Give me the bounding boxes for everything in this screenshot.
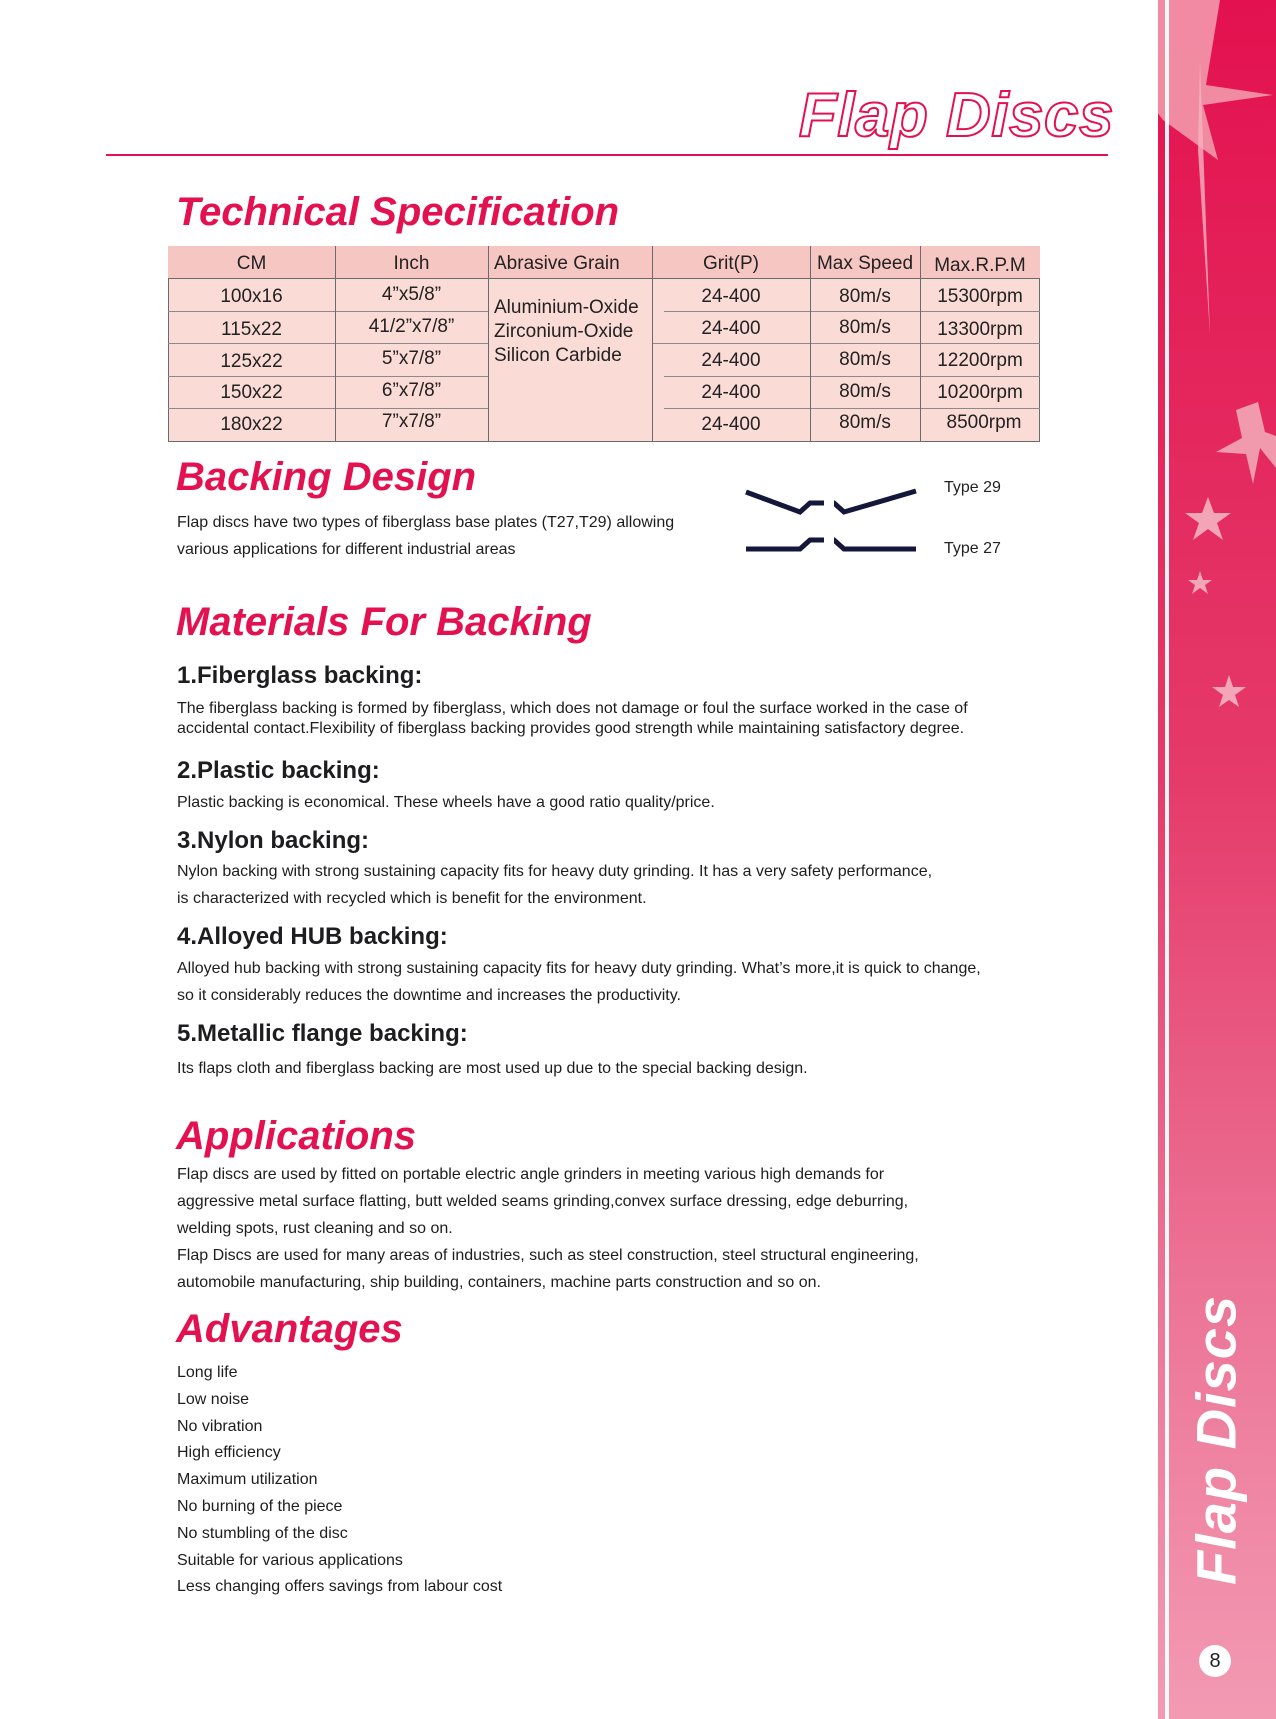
backing-type-diagram-icon	[742, 484, 922, 554]
col-header-abrasive: Abrasive Grain	[494, 253, 620, 274]
cell-rpm: 8500rpm	[946, 412, 1022, 433]
materials-heading: Materials For Backing	[176, 600, 592, 644]
cell-grit: 24-400	[701, 286, 761, 307]
cell-inch: 6”x7/8”	[381, 380, 442, 401]
cell-cm: 180x22	[220, 414, 283, 435]
advantage-item: Low noise	[177, 1390, 250, 1408]
cell-rpm: 15300rpm	[937, 286, 1023, 307]
material-text: Its flaps cloth and fiberglass backing are most used up due to the special backing design.	[177, 1060, 808, 1077]
material-text: Nylon backing with strong sustaining capacity fits for heavy duty grinding. It has a very safety performance,	[177, 863, 933, 880]
cell-rpm: 10200rpm	[937, 382, 1023, 403]
advantage-item: No stumbling of the disc	[177, 1524, 348, 1542]
page-number: 8	[1199, 1645, 1231, 1677]
cell-rpm: 13300rpm	[937, 319, 1023, 340]
material-text: accidental contact.Flexibility of fiberglass backing provides good strength while maintaining satisfactory degree.	[177, 720, 965, 737]
spec-table	[168, 246, 1040, 442]
material-title: 5.Metallic flange backing:	[177, 1020, 468, 1047]
advantage-item: Long life	[177, 1364, 238, 1381]
side-divider	[1165, 0, 1169, 1719]
cell-inch: 5”x7/8”	[381, 348, 442, 369]
spec-heading: Technical Specification	[176, 190, 620, 234]
cell-inch: 41/2”x7/8”	[368, 316, 455, 337]
advantage-item: Less changing offers savings from labour cost	[177, 1578, 503, 1596]
advantages-list	[177, 1360, 502, 1601]
material-text: so it considerably reduces the downtime and increases the productivity.	[177, 987, 681, 1004]
cell-speed: 80m/s	[839, 349, 891, 370]
applications-line: aggressive metal surface flatting, butt welded seams grinding,convex surface dressing, edge deburring,	[177, 1193, 909, 1210]
material-text: is characterized with recycled which is benefit for the environment.	[177, 890, 647, 907]
material-title: 2.Plastic backing:	[177, 757, 380, 784]
applications-line: Flap discs are used by fitted on portable electric angle grinders in meeting various high demands for	[177, 1166, 885, 1183]
abrasive-grain-cell	[494, 296, 639, 368]
col-header-rpm: Max.R.P.M	[934, 255, 1026, 276]
cell-rpm: 12200rpm	[937, 350, 1023, 371]
type29-label: Type 29	[944, 479, 1001, 496]
cell-grit: 24-400	[701, 318, 761, 339]
cell-grit: 24-400	[701, 350, 761, 371]
abrasive-grain-item: Silicon Carbide	[494, 345, 622, 366]
cell-speed: 80m/s	[839, 412, 891, 433]
backing-design-line: various applications for different industrial areas	[177, 541, 516, 558]
advantages-heading: Advantages	[176, 1307, 403, 1351]
advantage-item: High efficiency	[177, 1444, 281, 1462]
advantage-item: No burning of the piece	[177, 1497, 343, 1515]
cell-cm: 150x22	[220, 382, 283, 403]
material-title: 1.Fiberglass backing:	[177, 662, 423, 689]
cell-inch: 4”x5/8”	[381, 284, 442, 305]
col-header-inch: Inch	[393, 253, 430, 274]
cell-cm: 100x16	[220, 286, 283, 307]
advantage-item: Suitable for various applications	[177, 1551, 403, 1569]
abrasive-grain-item: Aluminium-Oxide	[494, 297, 639, 318]
abrasive-grain-item: Zirconium-Oxide	[494, 321, 634, 342]
backing-design-line: Flap discs have two types of fiberglass base plates (T27,T29) allowing	[177, 514, 675, 531]
applications-heading: Applications	[176, 1114, 417, 1158]
cell-cm: 125x22	[220, 351, 283, 372]
advantage-item: Maximum utilization	[177, 1471, 318, 1489]
applications-line: Flap Discs are used for many areas of industries, such as steel construction, steel structural engineering,	[177, 1247, 919, 1264]
cell-speed: 80m/s	[839, 286, 891, 307]
material-text: Plastic backing is economical. These wheels have a good ratio quality/price.	[177, 794, 715, 811]
header-rule	[106, 154, 1108, 156]
applications-line: welding spots, rust cleaning and so on.	[177, 1220, 453, 1237]
material-text: Alloyed hub backing with strong sustaining capacity fits for heavy duty grinding. What’s more,it is quick to change,	[177, 960, 981, 977]
backing-design-heading: Backing Design	[176, 455, 477, 499]
material-text: The fiberglass backing is formed by fiberglass, which does not damage or foul the surface worked in the case of	[177, 700, 968, 717]
type27-label: Type 27	[944, 540, 1001, 557]
material-title: 4.Alloyed HUB backing:	[177, 923, 448, 950]
header-title: Flap Discs	[798, 81, 1114, 150]
cell-speed: 80m/s	[839, 381, 891, 402]
cell-inch: 7”x7/8”	[381, 411, 442, 432]
applications-line: automobile manufacturing, ship building, containers, machine parts construction and so on.	[177, 1274, 821, 1291]
cell-cm: 115x22	[221, 319, 282, 340]
col-header-cm: CM	[236, 253, 267, 274]
cell-speed: 80m/s	[839, 317, 891, 338]
advantage-item: No vibration	[177, 1417, 263, 1435]
col-header-speed: Max Speed	[816, 253, 914, 274]
cell-grit: 24-400	[701, 382, 761, 403]
col-header-grit: Grit(P)	[703, 253, 759, 274]
material-title: 3.Nylon backing:	[177, 827, 370, 854]
cell-grit: 24-400	[701, 414, 761, 435]
